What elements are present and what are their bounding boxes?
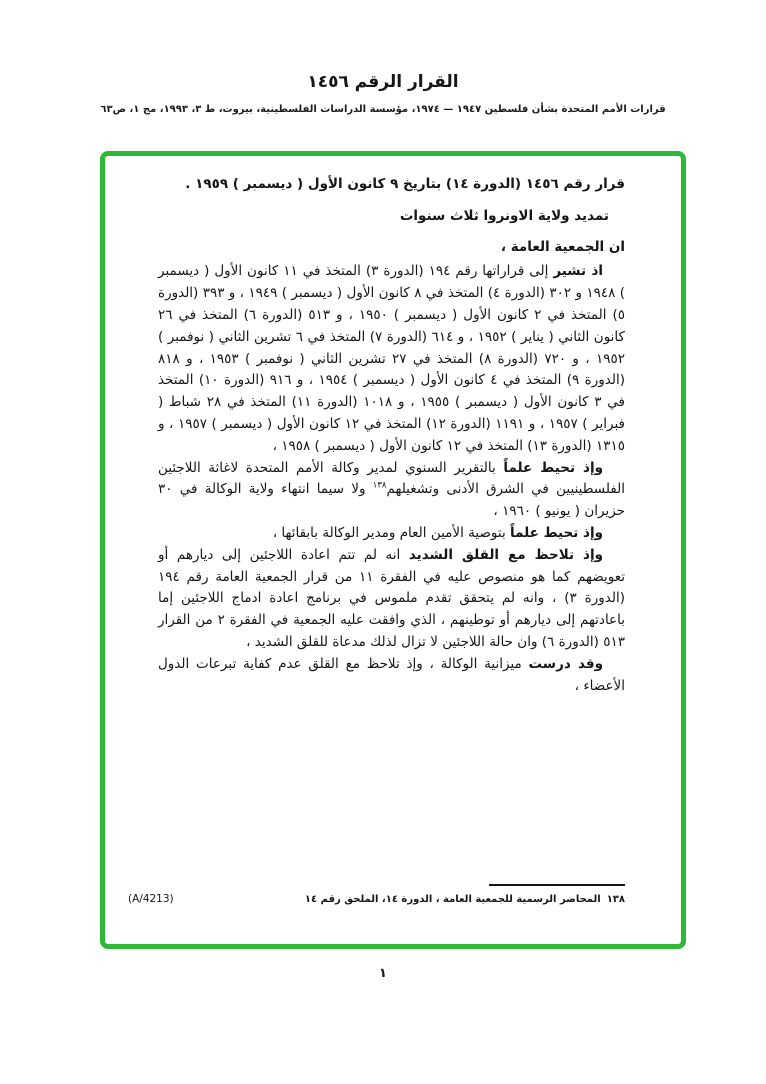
paragraph-text: انه لم تتم اعادة اللاجئين إلى ديارهم أو تعويضهم كما هو منصوص عليه في الفقرة ١١ من قرار الجمعية العامة رقم ١٩٤ (الدورة ٣) ، وانه لم يتحقق تقدم ملموس في برنامج اعادة ادماج اللاجئين إما باعادتهم إلى ديارهم أو توطينهم ، الذي وافقت عليه الجمعية في الفقرة ٢ من القرار ٥١٣ (الدورة ٦) وان حالة اللاجئين لا تزال لذلك مدعاة للقلق الشديد ، <box>158 546 625 650</box>
paragraph-lead: وإذ تلاحظ مع القلق الشديد <box>408 546 603 563</box>
paragraph-lead: وقد درست <box>528 655 603 672</box>
resolution-paragraph-recalling <box>158 261 625 457</box>
footnote-text-group <box>305 894 625 905</box>
resolution-number-title: القرار الرقم ١٤٥٦ <box>307 72 459 92</box>
resolution-paragraph-budget <box>158 654 625 698</box>
paragraph-lead: اذ تشير <box>553 263 603 280</box>
paragraph-text: ولا سيما انتهاء ولاية الوكالة في ٣٠ حزيران ( يونيو ) ١٩٦٠ ، <box>158 481 625 520</box>
footnote-marker: ١٣٨ <box>372 480 387 491</box>
paragraph-lead: وإذ تحيط علماً <box>503 459 603 476</box>
paragraph-lead: وإذ تحيط علماً <box>510 524 603 541</box>
footnote-area <box>128 884 625 905</box>
resolution-paragraph-concern <box>158 545 625 654</box>
paragraph-text: إلى قراراتها رقم ١٩٤ (الدورة ٣) المتخذ في ١١ كانون الأول ( ديسمبر ) ١٩٤٨ و ٣٠٢ (الدورة ٤) المتخذ في ٨ كانون الأول ( ديسمبر ) ١٩٤٩ ، و ٣٩٣ (الدورة ٥) المتخذ في ٢ كانون الأول ( ديسمبر ) ١٩٥٠ ، و ٥١٣ (الدورة ٦) المتخذ في ٢٦ كانون الثاني ( يناير ) ١٩٥٢ ، و ٦١٤ (الدورة ٧) المتخذ في ٦ تشرين الثاني ( نوفمبر ) ١٩٥٢ ، و ٧٢٠ (الدورة ٨) المتخذ في ٢٧ تشرين الثاني ( نوفمبر ) ١٩٥٣ ، و ٨١٨ (الدورة ٩) المتخذ في ٤ كانون الأول ( ديسمبر ) ١٩٥٤ ، و ٩١٦ (الدورة ١٠) المتخذ في ٣ كانون الأول ( ديسمبر ) ١٩٥٥ ، و ١٠١٨ (الدورة ١١) المتخذ في ٢٨ شباط ( فبراير ) ١٩٥٧ ، و ١١٩١ (الدورة ١٢) المتخذ في ١٢ كانون الأول ( ديسمبر ) ١٩٥٧ ، و ١٣١٥ (الدورة ١٣) المتخذ في ١٢ كانون الأول ( ديسمبر ) ١٩٥٨ ، <box>158 263 625 454</box>
resolution-preamble: ان الجمعية العامة ، <box>500 238 625 255</box>
footnote-number: ١٣٨ <box>606 894 625 905</box>
paragraph-text: بتوصية الأمين العام ومدير الوكالة بابقائها ، <box>272 524 511 541</box>
footnote-text: المحاضر الرسمية للجمعية العامة ، الدورة ١٤، الملحق رقم ١٤ <box>304 894 601 905</box>
resolution-heading: تمديد ولاية الاونروا ثلاث سنوات <box>399 207 609 224</box>
resolution-paragraph-recommendation <box>158 523 625 545</box>
document-header <box>24 72 742 115</box>
paragraph-text: بالتقرير السنوي لمدير وكالة الأمم المتحدة لاغاثة اللاجئين الفلسطينيين في الشرق الأدنى وتشغيلهم <box>158 459 625 498</box>
paragraph-text: ميزانية الوكالة ، وإذ تلاحظ مع القلق عدم كفاية تبرعات الدول الأعضاء ، <box>158 655 625 694</box>
page-number: ١ <box>379 966 387 981</box>
source-citation: قرارات الأمم المتحدة بشأن فلسطين ١٩٤٧ — ١٩٧٤، مؤسسة الدراسات الفلسطينية، بيروت، ط ٣، ١٩٩٣، مج ١، ص٦٣ <box>100 104 666 115</box>
footnote-document-symbol: (A/4213) <box>128 893 174 905</box>
resolution-paragraph-annual-report <box>158 458 625 523</box>
footnote-divider-line <box>489 884 625 886</box>
footnote-line <box>128 893 625 905</box>
resolution-body <box>158 174 625 697</box>
resolution-intro: قرار رقم ١٤٥٦ (الدورة ١٤) بتاريخ ٩ كانون الأول ( ديسمبر ) ١٩٥٩ . <box>185 176 625 192</box>
